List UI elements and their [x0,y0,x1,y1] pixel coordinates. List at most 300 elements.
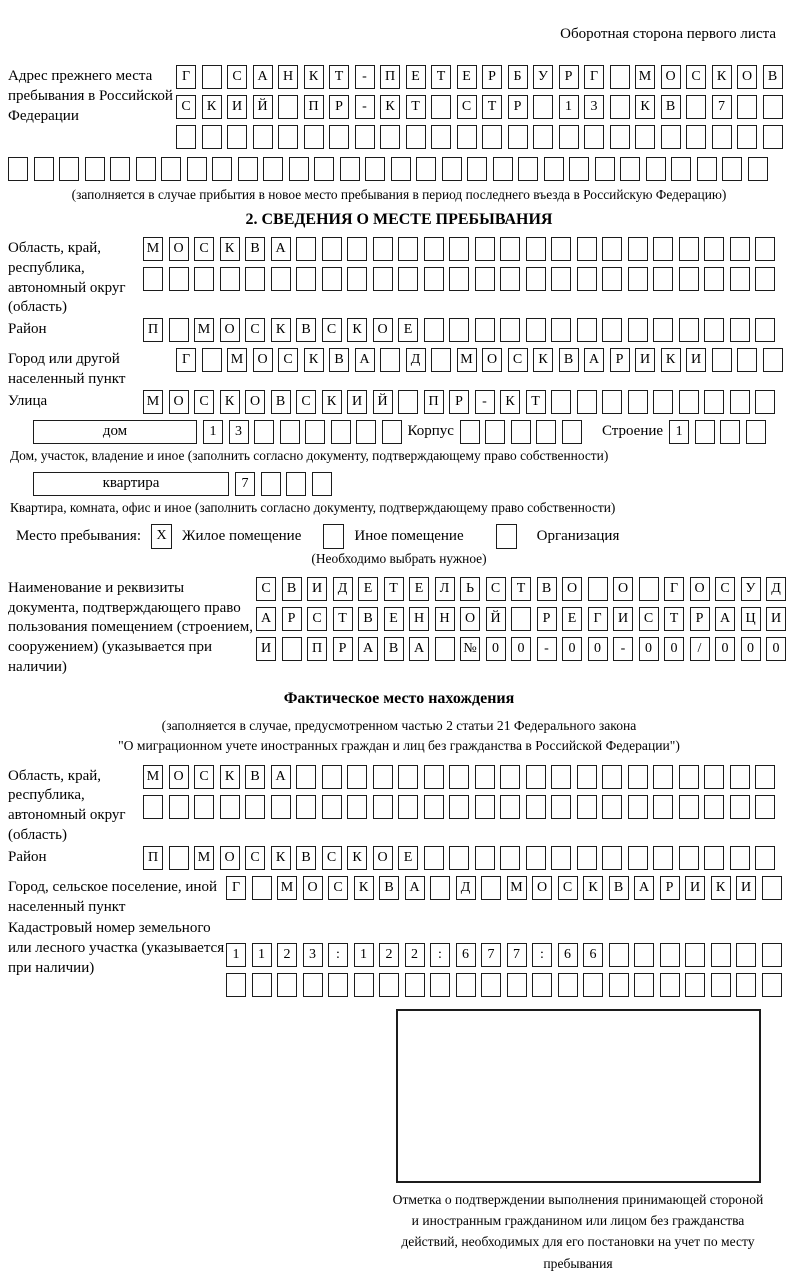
grid-cell[interactable]: М [227,348,247,372]
grid-cell[interactable] [558,973,578,997]
grid-cell[interactable]: М [143,765,163,789]
grid-cell[interactable] [628,267,648,291]
grid-cell[interactable]: Г [664,577,684,601]
grid-cell[interactable]: М [277,876,297,900]
grid-cell[interactable]: С [256,577,276,601]
grid-cell[interactable] [431,95,451,119]
grid-cell[interactable] [704,237,724,261]
grid-cell[interactable]: И [347,390,367,414]
grid-cell[interactable]: А [253,65,273,89]
grid-cell[interactable] [551,765,571,789]
grid-cell[interactable] [602,846,622,870]
grid-cell[interactable] [609,943,629,967]
grid-cell[interactable] [194,267,214,291]
grid-cell[interactable] [169,267,189,291]
grid-cell[interactable] [748,157,768,181]
grid-cell[interactable] [467,157,487,181]
grid-cell[interactable]: А [634,876,654,900]
grid-cell[interactable] [686,125,706,149]
grid-cell[interactable] [457,125,477,149]
grid-cell[interactable] [602,795,622,819]
grid-cell[interactable] [493,157,513,181]
grid-cell[interactable] [569,157,589,181]
grid-cell[interactable]: И [685,876,705,900]
grid-cell[interactable] [653,765,673,789]
grid-cell[interactable] [475,318,495,342]
grid-cell[interactable]: А [271,237,291,261]
grid-cell[interactable]: С [227,65,247,89]
grid-cell[interactable]: А [256,607,276,631]
grid-cell[interactable]: Т [406,95,426,119]
grid-cell[interactable] [169,846,189,870]
grid-cell[interactable]: И [766,607,786,631]
grid-cell[interactable] [314,157,334,181]
grid-cell[interactable]: 1 [252,943,272,967]
grid-cell[interactable] [551,318,571,342]
grid-cell[interactable]: В [384,637,404,661]
grid-cell[interactable] [602,318,622,342]
grid-cell[interactable] [500,318,520,342]
grid-cell[interactable] [354,973,374,997]
grid-cell[interactable]: Г [176,348,196,372]
grid-cell[interactable] [373,765,393,789]
grid-cell[interactable] [296,267,316,291]
grid-cell[interactable] [373,237,393,261]
grid-cell[interactable]: С [176,95,196,119]
grid-cell[interactable] [711,943,731,967]
grid-cell[interactable]: 7 [507,943,527,967]
grid-cell[interactable] [398,390,418,414]
grid-cell[interactable]: У [741,577,761,601]
grid-cell[interactable]: Р [282,607,302,631]
grid-cell[interactable] [507,973,527,997]
grid-cell[interactable]: Д [456,876,476,900]
grid-cell[interactable]: О [373,318,393,342]
grid-cell[interactable] [602,390,622,414]
grid-cell[interactable]: С [457,95,477,119]
grid-cell[interactable] [508,125,528,149]
grid-cell[interactable] [220,267,240,291]
grid-cell[interactable] [711,973,731,997]
grid-cell[interactable] [722,157,742,181]
grid-cell[interactable]: А [271,765,291,789]
grid-cell[interactable] [660,943,680,967]
grid-cell[interactable]: К [635,95,655,119]
grid-cell[interactable] [526,846,546,870]
grid-cell[interactable]: И [736,876,756,900]
grid-cell[interactable]: Т [384,577,404,601]
grid-cell[interactable]: 1 [226,943,246,967]
grid-cell[interactable]: О [460,607,480,631]
grid-cell[interactable]: Е [358,577,378,601]
grid-cell[interactable]: Г [588,607,608,631]
grid-cell[interactable] [282,637,302,661]
grid-cell[interactable] [8,157,28,181]
grid-cell[interactable] [261,472,281,496]
grid-cell[interactable]: П [307,637,327,661]
grid-cell[interactable] [610,125,630,149]
grid-cell[interactable] [347,765,367,789]
grid-cell[interactable] [653,846,673,870]
grid-cell[interactable] [762,876,782,900]
grid-cell[interactable] [331,420,351,444]
grid-cell[interactable] [500,267,520,291]
grid-cell[interactable] [755,795,775,819]
grid-cell[interactable]: К [347,846,367,870]
grid-cell[interactable]: О [220,318,240,342]
grid-cell[interactable] [379,973,399,997]
grid-cell[interactable]: 0 [664,637,684,661]
grid-cell[interactable] [347,267,367,291]
grid-cell[interactable]: 0 [511,637,531,661]
grid-cell[interactable] [704,267,724,291]
grid-cell[interactable]: Р [333,637,353,661]
grid-cell[interactable] [620,157,640,181]
grid-cell[interactable]: Д [766,577,786,601]
grid-cell[interactable]: Т [482,95,502,119]
grid-cell[interactable]: - [355,65,375,89]
grid-cell[interactable]: С [194,390,214,414]
grid-cell[interactable]: П [380,65,400,89]
grid-cell[interactable]: А [355,348,375,372]
grid-cell[interactable]: К [322,390,342,414]
grid-cell[interactable] [628,846,648,870]
grid-cell[interactable] [639,577,659,601]
grid-cell[interactable] [628,318,648,342]
grid-cell[interactable]: Р [559,65,579,89]
grid-cell[interactable]: Р [508,95,528,119]
grid-cell[interactable] [712,348,732,372]
grid-cell[interactable]: О [303,876,323,900]
grid-cell[interactable]: О [737,65,757,89]
grid-cell[interactable] [746,420,766,444]
grid-cell[interactable] [143,795,163,819]
grid-cell[interactable]: - [355,95,375,119]
grid-cell[interactable] [278,125,298,149]
grid-cell[interactable] [305,420,325,444]
grid-cell[interactable] [431,348,451,372]
grid-cell[interactable]: В [559,348,579,372]
grid-cell[interactable] [187,157,207,181]
grid-cell[interactable]: К [712,65,732,89]
grid-cell[interactable]: 3 [303,943,323,967]
grid-cell[interactable]: С [278,348,298,372]
grid-cell[interactable] [588,577,608,601]
grid-cell[interactable]: Г [176,65,196,89]
grid-cell[interactable]: 2 [277,943,297,967]
grid-cell[interactable] [511,420,531,444]
grid-cell[interactable] [449,237,469,261]
grid-cell[interactable]: № [460,637,480,661]
grid-cell[interactable] [653,267,673,291]
grid-cell[interactable] [755,318,775,342]
stay-option-other-checkbox[interactable] [323,524,344,549]
grid-cell[interactable] [720,420,740,444]
grid-cell[interactable] [430,876,450,900]
grid-cell[interactable]: 1 [203,420,223,444]
grid-cell[interactable] [85,157,105,181]
grid-cell[interactable] [634,943,654,967]
grid-cell[interactable] [435,637,455,661]
grid-cell[interactable] [460,420,480,444]
grid-cell[interactable] [526,267,546,291]
grid-cell[interactable]: В [763,65,783,89]
grid-cell[interactable]: П [143,846,163,870]
grid-cell[interactable] [322,267,342,291]
grid-cell[interactable]: 0 [766,637,786,661]
grid-cell[interactable] [679,318,699,342]
grid-cell[interactable] [500,237,520,261]
grid-cell[interactable]: Е [398,846,418,870]
grid-cell[interactable] [161,157,181,181]
grid-cell[interactable] [595,157,615,181]
grid-cell[interactable] [296,765,316,789]
grid-cell[interactable]: 1 [559,95,579,119]
stay-option-residential-checkbox[interactable]: X [151,524,172,549]
grid-cell[interactable]: Д [333,577,353,601]
grid-cell[interactable]: В [245,765,265,789]
grid-cell[interactable]: С [715,577,735,601]
grid-cell[interactable] [634,973,654,997]
grid-cell[interactable] [536,420,556,444]
grid-cell[interactable] [679,846,699,870]
grid-cell[interactable] [382,420,402,444]
grid-cell[interactable]: Р [449,390,469,414]
grid-cell[interactable] [176,125,196,149]
grid-cell[interactable] [755,267,775,291]
grid-cell[interactable]: С [486,577,506,601]
grid-cell[interactable] [110,157,130,181]
grid-cell[interactable]: П [424,390,444,414]
grid-cell[interactable]: И [613,607,633,631]
grid-cell[interactable]: О [562,577,582,601]
grid-cell[interactable] [697,157,717,181]
grid-cell[interactable] [762,973,782,997]
grid-cell[interactable]: К [220,765,240,789]
grid-cell[interactable] [518,157,538,181]
grid-cell[interactable] [737,348,757,372]
grid-cell[interactable] [289,157,309,181]
grid-cell[interactable] [431,125,451,149]
grid-cell[interactable]: Й [253,95,273,119]
grid-cell[interactable]: А [358,637,378,661]
grid-cell[interactable] [730,390,750,414]
grid-cell[interactable] [646,157,666,181]
grid-cell[interactable]: М [194,846,214,870]
grid-cell[interactable] [252,973,272,997]
grid-cell[interactable]: 6 [456,943,476,967]
grid-cell[interactable] [763,348,783,372]
grid-cell[interactable]: П [304,95,324,119]
grid-cell[interactable]: К [202,95,222,119]
grid-cell[interactable] [704,390,724,414]
grid-cell[interactable]: А [715,607,735,631]
grid-cell[interactable]: О [220,846,240,870]
grid-cell[interactable]: Р [329,95,349,119]
grid-cell[interactable]: Т [664,607,684,631]
grid-cell[interactable]: О [690,577,710,601]
grid-cell[interactable]: О [253,348,273,372]
grid-cell[interactable] [202,125,222,149]
grid-cell[interactable] [500,846,520,870]
grid-cell[interactable]: С [686,65,706,89]
grid-cell[interactable]: О [532,876,552,900]
grid-cell[interactable]: К [533,348,553,372]
grid-cell[interactable] [424,237,444,261]
grid-cell[interactable] [577,390,597,414]
grid-cell[interactable] [577,318,597,342]
grid-cell[interactable]: К [347,318,367,342]
grid-cell[interactable] [59,157,79,181]
grid-cell[interactable] [551,390,571,414]
grid-cell[interactable] [406,125,426,149]
grid-cell[interactable] [755,846,775,870]
grid-cell[interactable]: 0 [715,637,735,661]
grid-cell[interactable] [551,795,571,819]
grid-cell[interactable]: И [227,95,247,119]
grid-cell[interactable]: Н [409,607,429,631]
grid-cell[interactable]: С [245,318,265,342]
grid-cell[interactable]: О [482,348,502,372]
grid-cell[interactable] [398,765,418,789]
grid-cell[interactable]: С [508,348,528,372]
grid-cell[interactable] [424,846,444,870]
grid-cell[interactable] [485,420,505,444]
grid-cell[interactable]: Т [431,65,451,89]
grid-cell[interactable]: С [322,846,342,870]
grid-cell[interactable] [355,125,375,149]
grid-cell[interactable]: С [322,318,342,342]
grid-cell[interactable] [296,795,316,819]
grid-cell[interactable]: К [354,876,374,900]
grid-cell[interactable] [730,267,750,291]
grid-cell[interactable] [679,267,699,291]
grid-cell[interactable] [169,318,189,342]
grid-cell[interactable]: 6 [583,943,603,967]
grid-cell[interactable] [475,795,495,819]
grid-cell[interactable]: К [220,237,240,261]
grid-cell[interactable]: 1 [669,420,689,444]
grid-cell[interactable]: 1 [354,943,374,967]
grid-cell[interactable] [449,846,469,870]
grid-cell[interactable] [685,973,705,997]
grid-cell[interactable] [430,973,450,997]
grid-cell[interactable]: В [296,318,316,342]
grid-cell[interactable] [500,765,520,789]
grid-cell[interactable] [610,95,630,119]
grid-cell[interactable] [365,157,385,181]
grid-cell[interactable] [762,943,782,967]
grid-cell[interactable] [679,237,699,261]
grid-cell[interactable] [329,125,349,149]
grid-cell[interactable] [34,157,54,181]
grid-cell[interactable] [245,795,265,819]
grid-cell[interactable] [202,65,222,89]
grid-cell[interactable] [661,125,681,149]
grid-cell[interactable] [609,973,629,997]
grid-cell[interactable]: 0 [741,637,761,661]
grid-cell[interactable] [671,157,691,181]
grid-cell[interactable] [755,765,775,789]
grid-cell[interactable] [449,795,469,819]
grid-cell[interactable]: Р [610,348,630,372]
grid-cell[interactable] [602,237,622,261]
grid-cell[interactable]: Е [384,607,404,631]
grid-cell[interactable] [704,765,724,789]
grid-cell[interactable] [424,267,444,291]
grid-cell[interactable]: У [533,65,553,89]
grid-cell[interactable]: М [457,348,477,372]
grid-cell[interactable] [481,973,501,997]
grid-cell[interactable] [424,795,444,819]
grid-cell[interactable] [653,390,673,414]
grid-cell[interactable]: С [328,876,348,900]
grid-cell[interactable] [602,267,622,291]
grid-cell[interactable] [373,795,393,819]
grid-cell[interactable]: О [169,765,189,789]
grid-cell[interactable] [286,472,306,496]
grid-cell[interactable]: К [271,318,291,342]
grid-cell[interactable]: Н [435,607,455,631]
grid-cell[interactable] [226,973,246,997]
grid-cell[interactable] [373,267,393,291]
grid-cell[interactable]: В [537,577,557,601]
grid-cell[interactable]: Й [486,607,506,631]
grid-cell[interactable]: Т [333,607,353,631]
grid-cell[interactable]: : [532,943,552,967]
grid-cell[interactable]: 7 [235,472,255,496]
grid-cell[interactable] [544,157,564,181]
grid-cell[interactable] [398,237,418,261]
grid-cell[interactable] [730,237,750,261]
grid-cell[interactable] [416,157,436,181]
grid-cell[interactable]: 2 [405,943,425,967]
grid-cell[interactable] [475,765,495,789]
grid-cell[interactable] [577,237,597,261]
grid-cell[interactable] [456,973,476,997]
grid-cell[interactable] [322,795,342,819]
grid-cell[interactable] [679,765,699,789]
grid-cell[interactable] [212,157,232,181]
grid-cell[interactable] [602,765,622,789]
grid-cell[interactable] [391,157,411,181]
grid-cell[interactable] [763,125,783,149]
grid-cell[interactable] [679,795,699,819]
grid-cell[interactable] [449,318,469,342]
grid-cell[interactable] [551,267,571,291]
grid-cell[interactable]: - [475,390,495,414]
grid-cell[interactable]: К [304,348,324,372]
grid-cell[interactable]: : [328,943,348,967]
grid-cell[interactable] [730,765,750,789]
grid-cell[interactable] [653,795,673,819]
grid-cell[interactable] [449,267,469,291]
grid-cell[interactable] [442,157,462,181]
grid-cell[interactable]: В [358,607,378,631]
grid-cell[interactable]: 3 [229,420,249,444]
grid-cell[interactable] [322,237,342,261]
grid-cell[interactable] [704,846,724,870]
grid-cell[interactable] [584,125,604,149]
grid-cell[interactable] [398,267,418,291]
grid-cell[interactable]: В [661,95,681,119]
grid-cell[interactable]: О [245,390,265,414]
grid-cell[interactable]: К [271,846,291,870]
grid-cell[interactable] [380,125,400,149]
grid-cell[interactable]: / [690,637,710,661]
grid-cell[interactable] [143,267,163,291]
grid-cell[interactable]: 3 [584,95,604,119]
